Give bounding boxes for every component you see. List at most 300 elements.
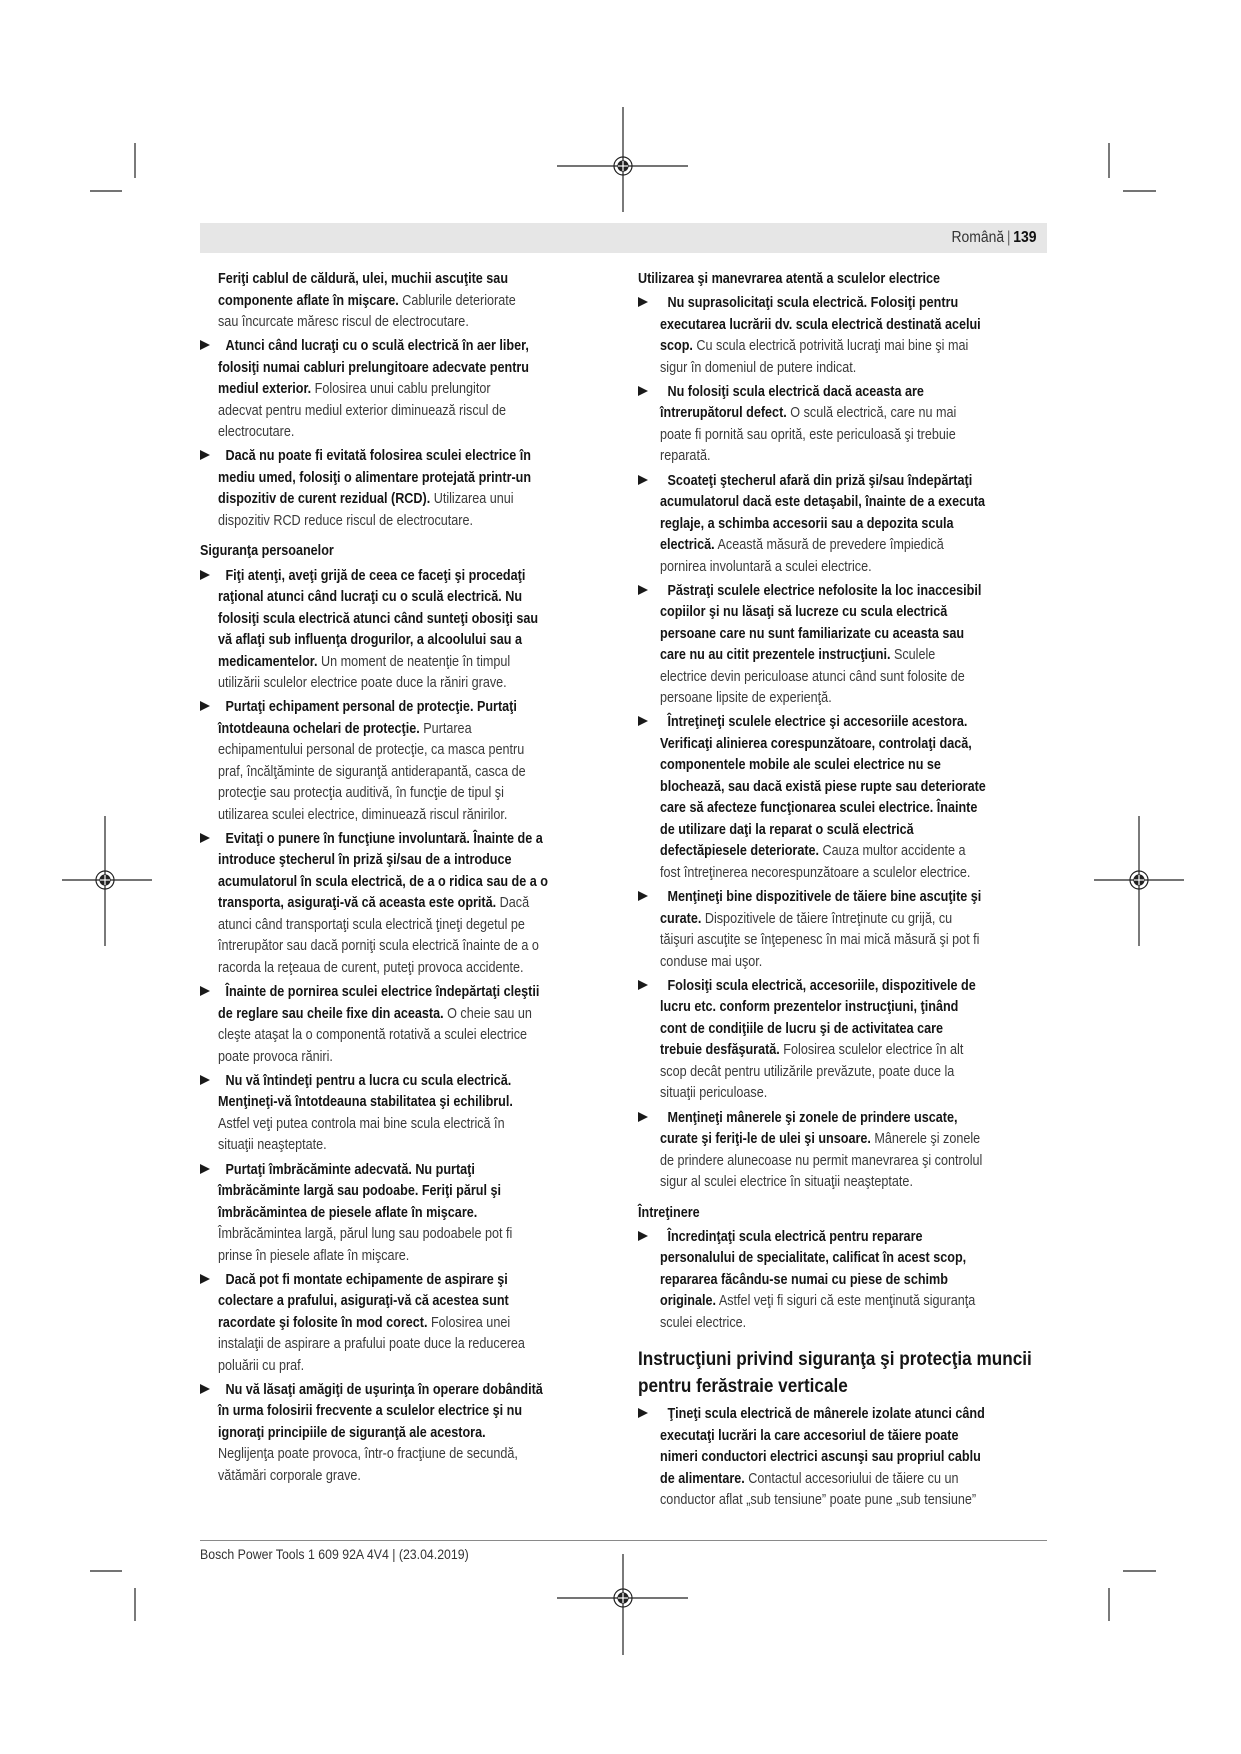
text-line xyxy=(660,1403,985,1425)
left-list-item-4 xyxy=(200,565,614,694)
bold-text: executaţi lucrări la care accesoriul de tăiere poate xyxy=(660,1426,959,1444)
text-line xyxy=(660,534,981,556)
text-line xyxy=(218,981,547,1003)
text-line xyxy=(660,862,981,884)
bold-text: Utilizarea şi manevrarea atentă a sculelor electrice xyxy=(638,270,941,287)
text-line xyxy=(200,540,544,562)
left-list-item-11 xyxy=(200,1379,614,1487)
text-line xyxy=(660,929,981,951)
text-line xyxy=(218,586,547,608)
text-line xyxy=(218,467,547,489)
bold-text: care nu au citit prezentele instrucţiuni. xyxy=(660,646,891,664)
text-line xyxy=(660,1039,981,1061)
text-line xyxy=(660,314,981,336)
bold-text: raţional atunci când lucraţi cu o sculă electrică. Nu xyxy=(218,588,523,606)
body-text: Folosirea sculelor electrice în alt xyxy=(779,1041,964,1059)
text-line xyxy=(660,1082,981,1104)
text-line xyxy=(218,400,547,422)
text-line xyxy=(660,1269,981,1291)
body-text: întrerupător sau dacă porniţi scula electrică înainte de a o xyxy=(218,937,539,955)
text-line xyxy=(660,908,981,930)
crosshair-registration-icon-top xyxy=(557,107,688,212)
left-list-item-0 xyxy=(200,268,614,333)
bold-text: repararea făcându-se numai cu piese de schimb xyxy=(660,1270,948,1288)
bold-text: Dacă nu poate fi evitată folosirea sculei electrice în xyxy=(225,447,531,465)
text-line xyxy=(218,311,547,333)
bold-text: Dacă pot fi montate echipamente de aspirare şi xyxy=(225,1270,508,1288)
bold-text: Întreţineţi sculele electrice şi accesoriile acestora. xyxy=(667,713,968,731)
body-text: sigur în domeniul de putere indicat. xyxy=(660,358,857,376)
right-list-item-4 xyxy=(638,580,1047,709)
left-list-item-7 xyxy=(200,981,614,1067)
text-line xyxy=(660,886,981,908)
triangle-right-icon xyxy=(638,475,648,485)
left-section-heading-3 xyxy=(200,540,614,562)
right-section-title-11 xyxy=(638,1346,1047,1400)
left-list-item-2 xyxy=(200,445,614,531)
body-text: prinse în piesele aflate în mişcare. xyxy=(218,1246,410,1264)
triangle-right-icon xyxy=(638,716,648,726)
text-line xyxy=(218,935,547,957)
text-line xyxy=(638,1202,977,1224)
bold-text: electrică. xyxy=(660,536,715,554)
text-line xyxy=(660,819,981,841)
text-line xyxy=(218,1223,547,1245)
bold-text: componente aflate în mişcare. xyxy=(218,291,399,309)
text-line xyxy=(218,1290,547,1312)
bold-text: lucru etc. conform prezentelor instrucţiuni, ţinând xyxy=(660,998,959,1016)
triangle-right-icon xyxy=(200,1274,210,1284)
right-column xyxy=(638,268,1047,1511)
text-line xyxy=(218,892,547,914)
body-text: electrocutare. xyxy=(218,423,295,441)
body-text: dispozitiv RCD reduce riscul de electrocutare. xyxy=(218,511,474,529)
text-line xyxy=(218,290,547,312)
bold-text: curate şi feriţi-le de ulei şi unsoare. xyxy=(660,1130,871,1147)
triangle-right-icon xyxy=(638,1112,648,1122)
right-list-item-2 xyxy=(638,381,1047,467)
triangle-right-icon xyxy=(638,891,648,901)
body-text: vătămări corporale grave. xyxy=(218,1466,361,1484)
body-text: utilizării sculelor electrice poate duce la răniri grave. xyxy=(218,674,507,692)
text-line xyxy=(218,1422,547,1444)
language-label: Română xyxy=(950,229,1004,246)
page-footer: Bosch Power Tools 1 609 92A 4V4 | (23.04.2019) xyxy=(200,1546,469,1562)
bold-text: Păstraţi sculele electrice nefolosite la loc inaccesibil xyxy=(667,581,982,599)
text-line xyxy=(218,957,547,979)
body-text: Această măsură de prevedere împiedică xyxy=(714,536,944,554)
text-line xyxy=(218,445,547,467)
right-list-item-5 xyxy=(638,711,1047,883)
left-list-item-1 xyxy=(200,335,614,443)
bold-text: persoane care nu sunt familiarizate cu aceasta sau xyxy=(660,624,965,642)
text-line xyxy=(638,268,977,290)
text-line xyxy=(660,711,981,733)
body-text: racorda la reţeaua de curent, puteţi provoca accidente. xyxy=(218,958,524,976)
text-line xyxy=(218,335,547,357)
right-list-item-12 xyxy=(638,1403,1047,1511)
body-text: sau încurcate măresc riscul de electrocutare. xyxy=(218,313,469,330)
bold-text: Fiţi atenţi, aveţi grijă de ceea ce faceţi şi procedaţi xyxy=(225,566,526,584)
bold-text: de alimentare. xyxy=(660,1469,745,1487)
bold-text: componentele mobile ale sculei electrice nu se xyxy=(660,756,941,774)
bold-text: defectăpiesele deteriorate. xyxy=(660,842,820,860)
text-line xyxy=(218,1312,547,1334)
text-line xyxy=(660,292,981,314)
bold-text: originale. xyxy=(660,1292,717,1310)
text-line xyxy=(218,1091,547,1113)
bold-text: acumulatorul dacă este detaşabil, înainte de a executa xyxy=(660,493,986,511)
text-line xyxy=(218,1113,547,1135)
body-text: situaţii neaşteptate. xyxy=(218,1136,327,1154)
corner-mark-top-left xyxy=(90,143,135,191)
corner-mark-bottom-left xyxy=(90,1571,135,1621)
body-text: Cablurile deteriorate xyxy=(398,291,516,309)
triangle-right-icon xyxy=(200,1075,210,1085)
bold-text: personalului de specialitate, calificat în acest scop, xyxy=(660,1249,967,1267)
triangle-right-icon xyxy=(200,833,210,843)
text-line xyxy=(660,424,981,446)
text-line xyxy=(660,513,981,535)
bold-text: Instrucţiuni privind siguranţa şi protecţia muncii xyxy=(638,1348,1032,1371)
bold-text: Feriţi cablul de căldură, ulei, muchii ascuţite sau xyxy=(218,270,509,287)
body-text: cleşte ataşat la o componentă rotativă a sculei electrice xyxy=(218,1026,528,1044)
bold-text: Întreţinere xyxy=(638,1203,700,1221)
text-line xyxy=(660,666,981,688)
page-header-bar xyxy=(200,223,1047,253)
body-text: scop decât pentru utilizările prevăzute, poate duce la xyxy=(660,1062,955,1080)
text-line xyxy=(660,491,986,513)
body-text: poate provoca răniri. xyxy=(218,1047,333,1065)
text-line xyxy=(660,1150,981,1172)
bold-text: curate. xyxy=(660,909,702,927)
triangle-right-icon xyxy=(638,1408,648,1418)
text-line xyxy=(218,1070,547,1092)
text-line xyxy=(218,1159,547,1181)
right-section-heading-0 xyxy=(638,268,1047,290)
body-text: Dacă xyxy=(496,894,530,912)
body-text: Astfel veţi putea controla mai bine scula electrică în xyxy=(218,1114,505,1132)
bold-text: Încredinţaţi scula electrică pentru reparare xyxy=(667,1227,923,1245)
triangle-right-icon xyxy=(638,1231,648,1241)
text-line xyxy=(218,1333,547,1355)
body-text: tăişuri ascuţite se înţepenesc în mai mică măsură şi pot fi xyxy=(660,931,980,949)
body-text: poluării cu praf. xyxy=(218,1356,305,1374)
text-line xyxy=(660,445,981,467)
page-number: 139 xyxy=(1012,229,1036,246)
text-line xyxy=(660,381,981,403)
bold-text: Nu vă întindeţi pentru a lucra cu scula electrică. xyxy=(225,1071,512,1089)
body-text: O cheie sau un xyxy=(443,1004,532,1022)
body-text: fost întreţinerea necorespunzătoare a sculelor electrice. xyxy=(660,863,971,881)
text-line xyxy=(218,629,547,651)
text-line xyxy=(638,1346,1032,1373)
right-list-item-7 xyxy=(638,975,1047,1104)
bold-text: transporta, asiguraţi-vă că aceasta este oprită. xyxy=(218,894,497,912)
bold-text: reglaje, a schimba accesorii sau a depozita scula xyxy=(660,514,954,532)
text-line xyxy=(218,1202,547,1224)
text-line xyxy=(660,1226,981,1248)
text-line xyxy=(218,1355,547,1377)
text-line xyxy=(218,378,547,400)
body-text: Mânerele şi zonele xyxy=(870,1130,981,1147)
bold-text: acumulatorul în scula electrică, de a o ridica sau de a o xyxy=(218,872,548,890)
crosshair-registration-icon-right xyxy=(1094,816,1184,946)
text-line xyxy=(660,580,981,602)
text-line xyxy=(218,871,547,893)
bold-text: Atunci când lucraţi cu o sculă electrică în aer liber, xyxy=(225,337,529,355)
bold-text: Scoateţi ştecherul afară din priză şi/sau îndepărtaţi xyxy=(667,471,973,489)
text-line xyxy=(218,696,547,718)
body-text: persoane lipsite de experienţă. xyxy=(660,689,832,707)
text-line xyxy=(660,687,981,709)
bold-text: întrerupătorul defect. xyxy=(660,404,787,422)
text-line xyxy=(660,1446,981,1468)
bold-text: trebuie desfăşurată. xyxy=(660,1041,780,1059)
bold-text: blochează, sau dacă există piese rupte sau deteriorate xyxy=(660,777,986,795)
text-line xyxy=(218,828,547,850)
text-line xyxy=(218,914,547,936)
text-line xyxy=(660,1425,981,1447)
triangle-right-icon xyxy=(638,585,648,595)
body-text: Cu scula electrică potrivită lucraţi mai bine şi mai xyxy=(692,337,969,355)
body-text: pornirea involuntară a sculei electrice. xyxy=(660,557,872,575)
triangle-right-icon xyxy=(200,1384,210,1394)
text-line xyxy=(660,733,981,755)
body-text: Neglijenţa poate provoca, într-o fracţiune de secundă, xyxy=(218,1445,518,1463)
bold-text: Purtaţi echipament personal de protecţie. Purtaţi xyxy=(225,698,517,716)
body-text: O sculă electrică, care nu mai xyxy=(786,404,957,422)
text-line xyxy=(660,776,986,798)
text-line xyxy=(218,488,547,510)
text-line xyxy=(660,1171,981,1193)
text-line xyxy=(660,556,981,578)
bold-text: de reglare sau cheile fixe din aceasta. xyxy=(218,1004,444,1022)
body-text: Utilizarea unui xyxy=(430,490,514,508)
text-line xyxy=(218,782,547,804)
right-list-item-8 xyxy=(638,1107,1047,1193)
bold-text: Evitaţi o punere în funcţiune involuntară. Înainte de a xyxy=(225,829,543,847)
body-text: reparată. xyxy=(660,447,711,465)
triangle-right-icon xyxy=(200,986,210,996)
text-line xyxy=(218,565,547,587)
left-list-item-10 xyxy=(200,1269,614,1377)
body-text: praf, încălţăminte de siguranţă antiderapantă, casca de xyxy=(218,762,526,780)
text-line xyxy=(660,470,981,492)
text-line xyxy=(660,975,981,997)
text-line xyxy=(218,739,547,761)
text-line xyxy=(660,1489,981,1511)
bold-text: Nu folosiţi scula electrică dacă aceasta are xyxy=(667,382,924,400)
text-line xyxy=(660,797,981,819)
bold-text: îmbrăcămintea de piesele aflate în mişcare. xyxy=(218,1203,478,1221)
bold-text: îmbrăcăminte largă sau podoabe. Feriţi părul şi xyxy=(218,1182,502,1199)
text-line xyxy=(660,1290,981,1312)
left-list-item-6 xyxy=(200,828,614,979)
text-line xyxy=(660,840,981,862)
right-list-item-1 xyxy=(638,292,1047,378)
triangle-right-icon xyxy=(638,980,648,990)
text-line xyxy=(218,608,547,630)
bold-text: ignoraţi principiile de siguranţă ale acestora. xyxy=(218,1423,486,1441)
bold-text: Folosiţi scula electrică, accesoriile, dispozitivele de xyxy=(667,976,976,994)
body-text: instalaţii de aspirare a prafului poate duce la reducerea xyxy=(218,1335,525,1353)
bold-text: Menţineţi mânerele şi zonele de prindere uscate, xyxy=(667,1108,958,1126)
bold-text: pentru ferăstraie verticale xyxy=(638,1375,848,1398)
bold-text: în urma folosirii frecvente a sculelor electrice şi nu xyxy=(218,1402,523,1420)
left-column xyxy=(200,268,614,1486)
text-line xyxy=(660,754,981,776)
text-line xyxy=(660,1107,981,1129)
bold-text: de utilizare daţi la reparat o sculă electrică xyxy=(660,820,914,838)
body-text: Cauza multor accidente a xyxy=(819,842,966,860)
bold-text: vă aflaţi sub influenţa drogurilor, a alcoolului sau a xyxy=(218,631,523,649)
triangle-right-icon xyxy=(200,340,210,350)
text-line xyxy=(218,268,547,290)
text-line xyxy=(218,1443,547,1465)
body-text: Contactul accesoriului de tăiere cu un xyxy=(744,1469,959,1487)
bold-text: colectare a prafului, asiguraţi-vă că acestea sunt xyxy=(218,1292,509,1310)
body-text: conduse mai uşor. xyxy=(660,952,763,970)
body-text: electrice devin periculoase atunci când sunt folosite de xyxy=(660,667,965,685)
body-text: Îmbrăcămintea largă, părul lung sau podoabele pot fi xyxy=(218,1225,513,1242)
header-separator: | xyxy=(1006,229,1011,246)
text-line xyxy=(660,996,981,1018)
left-list-item-5 xyxy=(200,696,614,825)
triangle-right-icon xyxy=(200,570,210,580)
text-line xyxy=(660,335,981,357)
text-line xyxy=(218,761,547,783)
body-text: echipamentului personal de protecţie, ca masca pentru xyxy=(218,741,525,759)
text-line xyxy=(660,1018,981,1040)
bold-text: Ţineţi scula electrică de mânerele izolate atunci când xyxy=(667,1405,985,1423)
bold-text: Menţineţi-vă întotdeauna stabilitatea şi echilibrul. xyxy=(218,1093,513,1111)
bold-text: nimeri conductori electrici ascunşi sau propriul cablu xyxy=(660,1448,981,1466)
text-line xyxy=(660,357,981,379)
body-text: utilizarea sculei electrice, diminuează riscul rănirilor. xyxy=(218,805,508,823)
text-line xyxy=(218,1024,547,1046)
text-line xyxy=(218,357,547,379)
bold-text: dispozitiv de curent rezidual (RCD). xyxy=(218,490,431,508)
body-text: Sculele xyxy=(890,646,936,664)
right-list-item-6 xyxy=(638,886,1047,972)
footer-divider xyxy=(200,1540,1047,1541)
right-list-item-10 xyxy=(638,1226,1047,1334)
body-text: situaţii periculoase. xyxy=(660,1084,768,1102)
body-text: conductor aflat „sub tensiune” poate pune „sub tensiune” xyxy=(660,1491,977,1509)
body-text: Astfel veţi fi siguri că este menţinută siguranţa xyxy=(716,1292,976,1310)
left-list-item-8 xyxy=(200,1070,614,1156)
body-text: Purtarea xyxy=(419,719,472,737)
right-list-item-3 xyxy=(638,470,1047,578)
triangle-right-icon xyxy=(200,450,210,460)
crosshair-registration-icon-left xyxy=(62,816,152,946)
left-list-item-9 xyxy=(200,1159,614,1267)
text-line xyxy=(218,1046,547,1068)
bold-text: cont de condiţiile de lucru şi de activitatea care xyxy=(660,1019,944,1037)
text-line xyxy=(218,672,547,694)
text-line xyxy=(660,623,981,645)
text-line xyxy=(218,421,547,443)
text-line xyxy=(218,1379,547,1401)
bold-text: Verificaţi alinierea corespunzătoare, controlaţi dacă, xyxy=(660,734,972,752)
text-line xyxy=(638,1373,998,1400)
bold-text: Nu vă lăsaţi amăgiţi de uşurinţa în operare dobândită xyxy=(225,1380,543,1398)
triangle-right-icon xyxy=(638,386,648,396)
text-line xyxy=(660,1247,981,1269)
body-text: Folosirea unui cablu prelungitor xyxy=(311,380,491,398)
text-line xyxy=(660,1468,981,1490)
body-text: sigur al sculei electrice în situaţii neaşteptate. xyxy=(660,1173,913,1190)
bold-text: mediu umed, folosiţi o alimentare protejată printr-un xyxy=(218,468,532,486)
bold-text: Purtaţi îmbrăcăminte adecvată. Nu purtaţi xyxy=(225,1160,475,1178)
triangle-right-icon xyxy=(638,297,648,307)
body-text: Un moment de neatenţie în timpul xyxy=(317,652,511,670)
bold-text: mediul exterior. xyxy=(218,380,312,398)
text-line xyxy=(660,1312,981,1334)
bold-text: racordate şi folosite în mod corect. xyxy=(218,1313,428,1331)
body-text: Folosirea unei xyxy=(427,1313,511,1331)
triangle-right-icon xyxy=(200,701,210,711)
bold-text: Înainte de pornirea sculei electrice îndepărtaţi cleştii xyxy=(225,983,540,1001)
text-line xyxy=(218,651,547,673)
body-text: de prindere alunecoase nu permit manevrarea şi controlul xyxy=(660,1151,983,1169)
body-text: Dispozitivele de tăiere întreţinute cu grijă, cu xyxy=(701,909,953,927)
body-text: protecţie sau protecţia auditivă, în funcţie de tipul şi xyxy=(218,784,504,802)
bold-text: introduce ştecherul în priză şi/sau de a introduce xyxy=(218,851,512,869)
triangle-right-icon xyxy=(200,1164,210,1174)
text-line xyxy=(218,849,547,871)
text-line xyxy=(218,1003,547,1025)
text-line xyxy=(660,402,981,424)
crosshair-registration-icon-bottom xyxy=(557,1554,688,1655)
text-line xyxy=(218,1245,547,1267)
corner-mark-top-right xyxy=(1109,143,1156,191)
text-line xyxy=(218,1465,547,1487)
text-line xyxy=(218,1180,547,1202)
bold-text: care să afecteze funcţionarea sculei electrice. Înainte xyxy=(660,799,978,817)
bold-text: folosiţi scula electrică atunci când sunteţi obosiţi sau xyxy=(218,609,539,627)
text-line xyxy=(218,1400,547,1422)
body-text: atunci când transportaţi scula electrică ţineţi degetul pe xyxy=(218,915,525,933)
text-line xyxy=(218,1134,547,1156)
body-text: adecvat pentru mediul exterior diminuează riscul de xyxy=(218,401,506,419)
body-text: poate fi pornită sau oprită, este periculoasă şi trebuie xyxy=(660,425,956,443)
text-line xyxy=(218,718,547,740)
bold-text: întotdeauna ochelari de protecţie. xyxy=(218,719,420,737)
text-line xyxy=(218,804,547,826)
text-line xyxy=(218,1269,547,1291)
text-line xyxy=(660,644,981,666)
text-line xyxy=(660,1128,981,1150)
bold-text: folosiţi numai cabluri prelungitoare adecvate pentru xyxy=(218,358,530,376)
text-line xyxy=(218,510,547,532)
text-line xyxy=(660,1061,981,1083)
corner-mark-bottom-right xyxy=(1109,1571,1156,1621)
bold-text: scop. xyxy=(660,337,693,355)
bold-text: executarea lucrării dv. scula electrică destinată acelui xyxy=(660,315,981,333)
bold-text: copiilor şi nu lăsaţi să lucreze cu scula electrică xyxy=(660,603,948,621)
bold-text: medicamentelor. xyxy=(218,652,318,670)
page-header xyxy=(951,223,1036,253)
body-text: sculei electrice. xyxy=(660,1313,747,1331)
text-line xyxy=(660,951,981,973)
right-section-heading-9 xyxy=(638,1202,1047,1224)
bold-text: Nu suprasolicitaţi scula electrică. Folosiţi pentru xyxy=(667,294,959,312)
bold-text: Siguranţa persoanelor xyxy=(200,542,334,560)
bold-text: Menţineţi bine dispozitivele de tăiere bine ascuţite şi xyxy=(667,888,982,906)
text-line xyxy=(660,601,981,623)
